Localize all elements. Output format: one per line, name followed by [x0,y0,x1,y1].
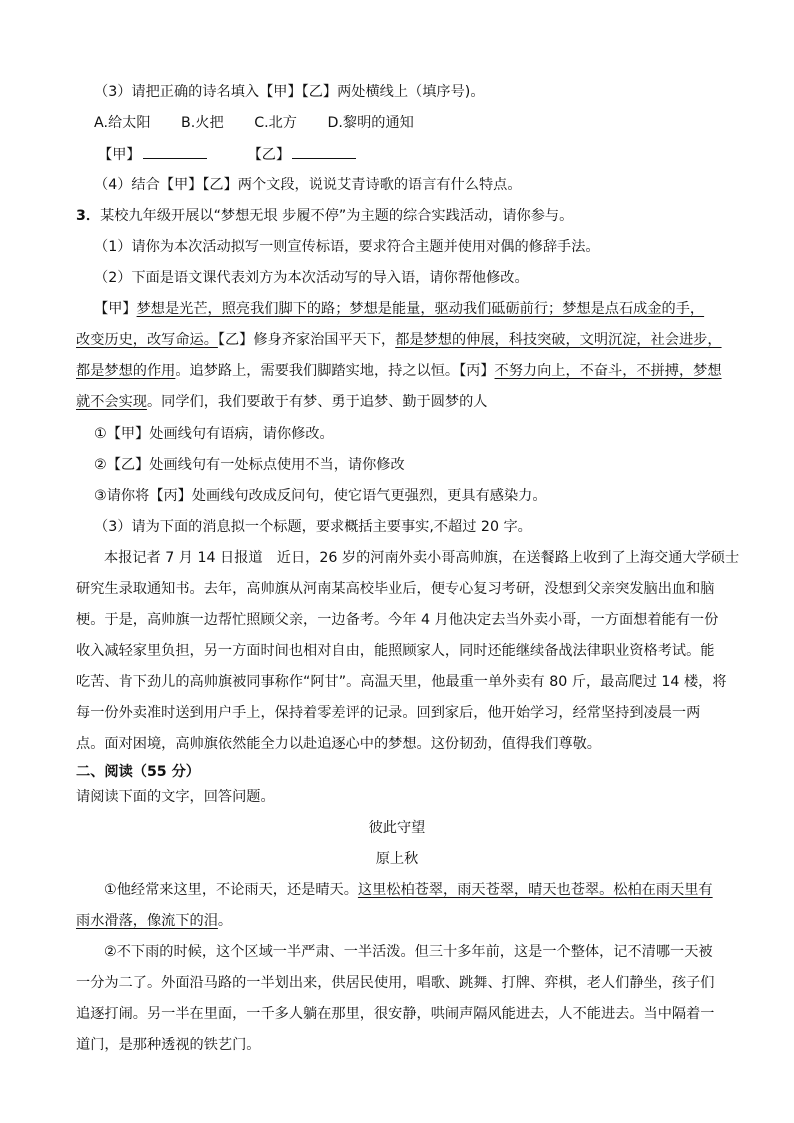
sub-task-1: ①【甲】处画线句有语病，请你修改。 [94,426,334,442]
para1-underlined-1: 这里松柏苍翠，雨天苍翠，晴天也苍翠。松柏在雨天里有 [357,882,713,898]
para1-underlined-2: 雨水滑落，像流下的泪 [76,913,218,929]
blank-jia[interactable] [143,144,207,159]
news-line-2: 研究生录取通知书。去年，高帅旗从河南某高校毕业后，便专心复习考研，没想到父亲突发脑出血和脑 [76,581,715,597]
label-jia: 【甲】 [98,147,141,163]
passage-plain-3: 。追梦路上，需要我们脚踏实地，持之以恒。【丙】 [175,363,495,379]
article-para-1-line-2 [76,911,232,931]
news-line-1: 本报记者 7 月 14 日报道 近日，26 岁的河南外卖小哥高帅旗，在送餐路上收到了上海交通大学硕士 [104,550,740,566]
underlined-bing-1: 不努力向上，不奋斗，不拼搏，梦想 [494,363,722,379]
underlined-bing-2: 就不会实现 [76,394,147,410]
article-para-2-line-1: ②不下雨的时候，这个区域一半严肃、一半活泼。但三十多年前，这是一个整体，记不清哪一天被 [104,944,713,960]
q3-fill-prompt: （3）请把正确的诗名填入【甲】【乙】两处横线上（填序号)。 [94,84,485,100]
option-a: A.给太阳 [94,115,151,131]
sub-task-2: ②【乙】处画线句有一处标点使用不当，请你修改 [94,457,405,473]
label-yi: 【乙】 [247,147,291,163]
option-d: D.黎明的通知 [327,115,414,131]
news-line-7: 点。面对困境，高帅旗依然能全力以赴追逐心中的梦想。这份韧劲，值得我们尊敬。 [76,736,601,752]
marker-yi-text: 【乙】修身齐家治国平天下， [217,332,396,348]
question-text: 某校九年级开展以“梦想无垠 步履不停”为主题的综合实践活动，请你参与。 [100,208,574,224]
article-author: 原上秋 [375,851,419,867]
sub-question-2: （2）下面是语文课代表刘方为本次活动写的导入语，请你帮他修改。 [94,270,529,286]
news-line-4: 收入减轻家里负担，另一方面时间也相对自由，能照顾家人，同时还能继续备战法律职业资格考试。能 [76,643,715,659]
marker-jia: 【甲】 [94,301,137,317]
sub-question-3: （3）请为下面的消息拟一个标题，要求概括主要事实,不超过 20 字。 [94,519,532,535]
article-para-1-line-1 [104,880,713,900]
blank-yi[interactable] [292,144,356,159]
section-instruction: 请阅读下面的文字，回答问题。 [76,789,275,805]
underlined-yi-1: 都是梦想的伸展，科技突破，文明沉淀，社会进步， [395,332,722,348]
q4-prompt: （4）结合【甲】【乙】两个文段，说说艾青诗歌的语言有什么特点。 [94,177,522,193]
section-heading: 二、阅读（55 分） [76,764,200,780]
passage-plain-4: 。同学们，我们要敢于有梦、勇于追梦、勤于圆梦的人 [146,394,488,410]
para1-period: 。 [217,913,233,929]
underlined-jia-2: 改变历史，改写命运。 [76,332,218,348]
passage-line-1 [94,299,748,319]
q3-main-question [76,206,573,226]
news-line-6: 每一份外卖准时送到用户手上，保持着零差评的记录。回到家后，他开始学习，经常坚持到凌晨一两 [76,705,701,721]
passage-line-2 [76,330,748,350]
sub-task-3: ③请你将【丙】处画线句改成反问句，使它语气更强烈，更具有感染力。 [94,488,547,504]
article-para-2-line-4: 道门，是那种透视的铁艺门。 [76,1037,261,1053]
article-para-2-line-2: 一分为二了。外面沿马路的一半划出来，供居民使用，唱歌、跳舞、打牌、弈棋，老人们静坐，孩子们 [76,975,715,991]
news-line-5: 吃苦、肯下劲儿的高帅旗被同事称作“阿甘”。高温天里，他最重一单外卖有 80 斤，最高爬过 14 楼，将 [76,674,727,690]
article-para-2-line-3: 追逐打闹。另一半在里面，一千多人躺在那里，很安静，哄闹声隔风能进去，人不能进去。当中隔着一 [76,1006,715,1022]
news-line-3: 梗。于是，高帅旗一边帮忙照顾父亲，一边备考。今年 4 月他决定去当外卖小哥，一方面想着能有一份 [76,612,719,628]
answer-blanks [98,144,358,165]
sub-question-1: （1）请你为本次活动拟写一则宣传标语，要求符合主题并使用对偶的修辞手法。 [94,239,600,255]
passage-line-4 [76,392,748,412]
para1-plain: ①他经常来这里，不论雨天，还是晴天。 [104,882,358,898]
underlined-jia-1: 梦想是光芒，照亮我们脚下的路；梦想是能量，驱动我们砥砺前行；梦想是点石成金的手， [136,301,705,317]
passage-line-3 [76,361,748,381]
q3-fill-options [94,113,440,133]
article-title: 彼此守望 [368,820,426,836]
option-b: B.火把 [181,115,224,131]
underlined-yi-2: 都是梦想的作用 [76,363,176,379]
question-number: 3． [76,208,101,224]
option-c: C.北方 [254,115,297,131]
